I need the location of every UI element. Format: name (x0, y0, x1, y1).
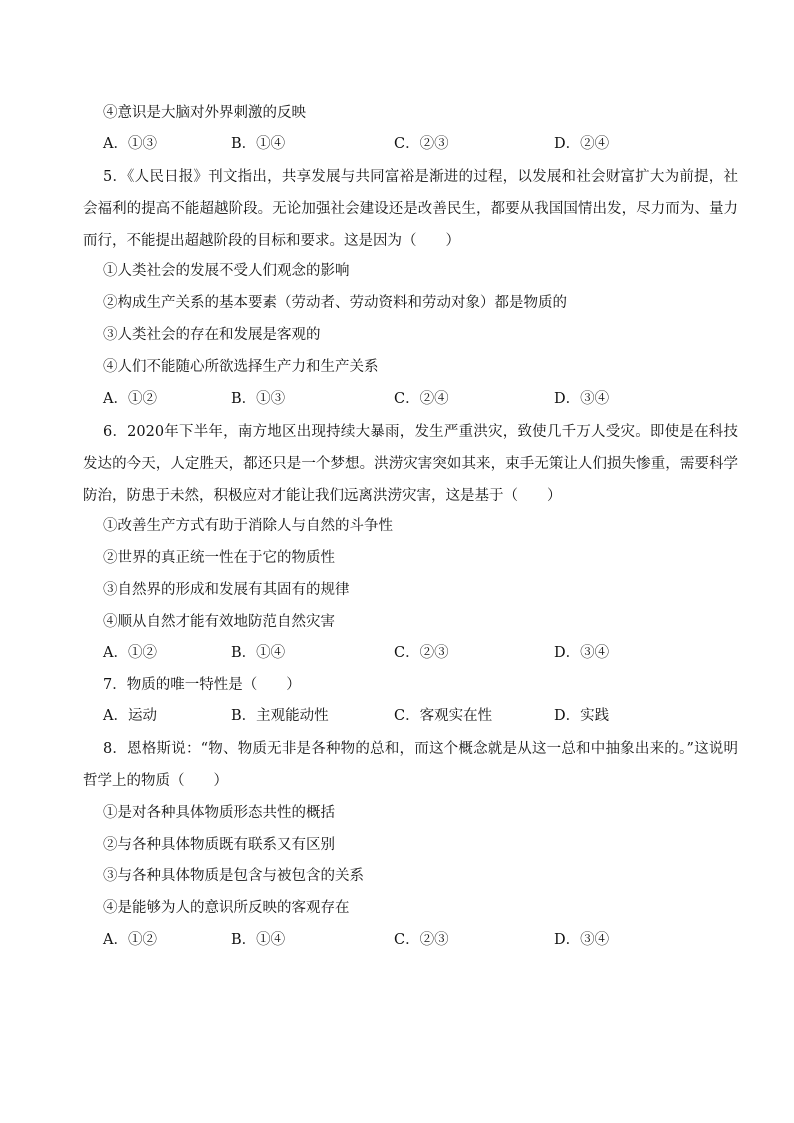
q6-option-a: A．①② (103, 645, 157, 661)
q6-option-d: D．③④ (554, 645, 610, 661)
q6-option-b: B．①④ (231, 645, 286, 661)
q8-stem: 8．恩格斯说：“物、物质无非是各种物的总和，而这个概念就是从这一总和中抽象出来的。”这说明哲学上的物质（ ） (83, 741, 738, 789)
q6-option-c: C．②③ (394, 645, 449, 661)
q6-item-3: ③自然界的形成和发展有其固有的规律 (103, 582, 350, 598)
q6-item-1: ①改善生产方式有助于消除人与自然的斗争性 (103, 518, 393, 534)
q6-item-2: ②世界的真正统一性在于它的物质性 (103, 550, 335, 566)
q5-options (103, 389, 743, 409)
q5-option-b: B．①③ (231, 391, 286, 407)
q4-option-a: A．①③ (103, 136, 157, 152)
q7-stem: 7．物质的唯一特性是（ ） (103, 677, 301, 693)
q8-item-4: ④是能够为人的意识所反映的客观存在 (103, 900, 350, 916)
q8-item-1: ①是对各种具体物质形态共性的概括 (103, 805, 335, 821)
q8-options (103, 930, 743, 950)
q8-option-d: D．③④ (554, 932, 610, 948)
q5-item-1: ①人类社会的发展不受人们观念的影响 (103, 263, 350, 279)
q4-option-b: B．①④ (231, 136, 286, 152)
q7-option-b: B．主观能动性 (231, 708, 329, 724)
q5-option-c: C．②④ (394, 391, 449, 407)
q8-option-a: A．①② (103, 932, 157, 948)
q4-option-d: D．②④ (554, 136, 610, 152)
q5-item-4: ④人们不能随心所欲选择生产力和生产关系 (103, 359, 379, 375)
q8-item-2: ②与各种具体物质既有联系又有区别 (103, 837, 335, 853)
q4-option-c: C．②③ (394, 136, 449, 152)
q5-option-a: A．①② (103, 391, 157, 407)
q8-option-b: B．①④ (231, 932, 286, 948)
q5-option-d: D．③④ (554, 391, 610, 407)
q7-option-a: A．运动 (103, 708, 157, 724)
q7-option-c: C．客观实在性 (394, 708, 493, 724)
q7-options (103, 706, 743, 726)
q6-options (103, 643, 743, 663)
q8-item-3: ③与各种具体物质是包含与被包含的关系 (103, 868, 364, 884)
q6-stem: 6．2020年下半年，南方地区出现持续大暴雨，发生严重洪灾，致使几千万人受灾。即使是在科技发达的今天，人定胜天，都还只是一个梦想。洪涝灾害突如其来，束手无策让人们损失惨重，需要科学防治，防患于未然，积极应对才能让我们远离洪涝灾害，这是基于（ ） (83, 424, 738, 504)
q8-option-c: C．②③ (394, 932, 449, 948)
q5-item-3: ③人类社会的存在和发展是客观的 (103, 327, 321, 343)
q5-item-2: ②构成生产关系的基本要素（劳动者、劳动资料和劳动对象）都是物质的 (103, 295, 567, 311)
q4-options (103, 134, 743, 154)
q7-option-d: D．实践 (554, 708, 610, 724)
q6-item-4: ④顺从自然才能有效地防范自然灾害 (103, 614, 335, 630)
q5-stem: 5．《人民日报》刊文指出，共享发展与共同富裕是渐进的过程，以发展和社会财富扩大为前提，社会福利的提高不能超越阶段。无论加强社会建设还是改善民生，都要从我国国情出发，尽力而为、量力而行，不能提出超越阶段的目标和要求。这是因为（ ） (83, 169, 738, 249)
q4-item-4: ④意识是大脑对外界刺激的反映 (103, 105, 306, 121)
